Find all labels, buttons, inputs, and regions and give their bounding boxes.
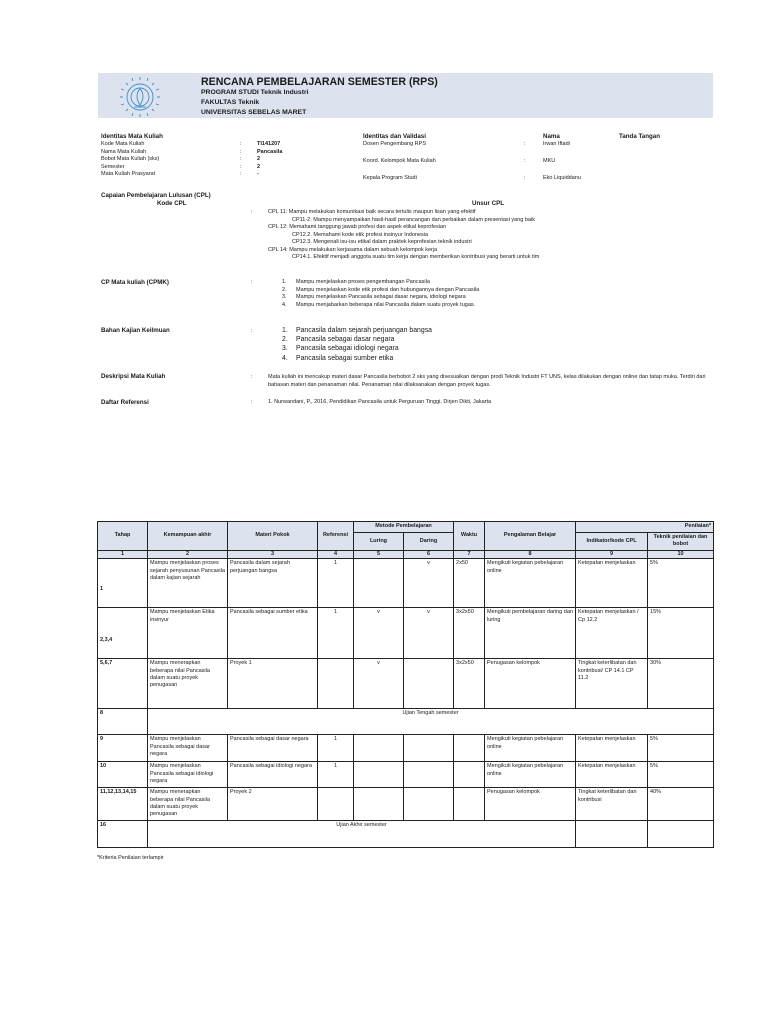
cpl-separator: :	[251, 209, 253, 215]
column-number: 1	[98, 550, 148, 558]
list-item: 1. Pancasila dalam sejarah perjuangan bangsa	[282, 327, 432, 334]
cell-indikator: Tingkat keterlibatan dan kontribusi/ CP 14.1 CP 11.2	[576, 659, 648, 709]
course-prerequisite: -	[257, 171, 259, 177]
column-number-row	[98, 550, 714, 558]
cell-luring: v	[354, 608, 404, 659]
cell-pengalaman: Mengikuti kegiatan pebelajaran online	[485, 735, 576, 762]
header-penilaian: Penilaian*	[576, 522, 714, 533]
validation-separator: :	[524, 175, 526, 181]
cpl-line: CP11-2. Mampu menyampaikan hasil-hasil perancangan dan perbaikan dalam presentasi yang baik	[292, 216, 535, 223]
identity-separator: :	[240, 148, 242, 155]
header-kemampuan: Kemampuan akhir	[148, 522, 228, 551]
cell-referensi: 1	[318, 762, 354, 788]
cell-kemampuan: Mampu menjelaskan Pancasila sebagai idiologi negara	[148, 762, 228, 788]
deskripsi-label: Deskripsi Mata Kuliah	[101, 373, 166, 380]
course-name: Pancasila	[257, 148, 283, 155]
cell-bobot: 5%	[648, 735, 714, 762]
cell-tahap: 10	[98, 762, 148, 788]
cell-kemampuan: Mampu menerapkan beberapa nilai Pancasila dalam suatu proyek penugasan	[148, 659, 228, 709]
cell-waktu	[454, 788, 485, 821]
identity-label: Bobot Mata Kuliah (sks)	[101, 156, 160, 162]
header-referensi: Referensi	[318, 522, 354, 551]
validation-person: MKU	[543, 158, 556, 164]
footnote: *Kriteria Penilaian terlampir	[97, 855, 164, 861]
validation-separator: :	[524, 141, 526, 147]
cell-bobot: 5%	[648, 559, 714, 608]
cell-tahap: 5,6,7	[98, 659, 148, 709]
cell-daring	[404, 735, 454, 762]
cell-kemampuan: Mampu menjelaskan proses sejarah penyusunan Pancasila dalam kajian sejarah	[148, 559, 228, 608]
university-logo	[118, 75, 162, 119]
cpl-line: CP12.2. Memahami kode etik profesi insinyur Indonesia	[292, 231, 429, 238]
cpl-unsur-heading: Unsur CPL	[472, 200, 504, 207]
cell-materi: Proyek 2	[228, 788, 318, 821]
cpmk-list	[282, 279, 479, 309]
cell-daring: v	[404, 608, 454, 659]
cell-bobot: 5%	[648, 762, 714, 788]
cell-pengalaman: Mengikuti pembelajaran daring dan luring	[485, 608, 576, 659]
faculty-name: FAKULTAS Teknik	[201, 99, 260, 106]
cell-indikator: Tingkat keterlibatan dan kontribusi	[576, 788, 648, 821]
header-pengalaman: Pengalaman Belajar	[485, 522, 576, 551]
validation-separator: :	[524, 158, 526, 164]
header-indikator: Indikator/kode CPL	[576, 533, 648, 551]
cell-luring	[354, 735, 404, 762]
course-code: TI141207	[257, 141, 281, 147]
uts-label: Ujian Tengah semester	[148, 709, 714, 735]
list-item: 2. Pancasila sebagai dasar negara	[282, 336, 395, 344]
column-number: 10	[648, 550, 714, 558]
list-item: 1. Mampu menjelaskan proses pengembangan Pancasila	[282, 279, 430, 285]
cell-pengalaman: Mengikuti kegiatan pebelajaran online	[485, 559, 576, 608]
cell-tahap: 2,3,4	[98, 608, 148, 659]
cell-tahap: 8	[98, 709, 148, 735]
cell-referensi: 1	[318, 608, 354, 659]
cell-luring	[354, 788, 404, 821]
cell-waktu: 3x2x50	[454, 608, 485, 659]
table-row-uas	[98, 821, 714, 848]
column-number: 4	[318, 550, 354, 558]
bahan-list	[282, 326, 432, 363]
cell-indikator: Ketepatan menjelaskan	[576, 735, 648, 762]
table-row	[98, 659, 714, 709]
cell-referensi: 1	[318, 735, 354, 762]
cell-daring	[404, 659, 454, 709]
validation-role: Koord. Kelompok Mata Kuliah	[363, 158, 436, 164]
table-row	[98, 762, 714, 788]
cell-bobot: 40%	[648, 788, 714, 821]
cell-indikator: Ketepatan menjelaskan	[576, 559, 648, 608]
identity-label: Kode Mata Kuliah	[101, 141, 145, 147]
cell-materi: Pancasila sebagai dasar negara	[228, 735, 318, 762]
identity-separator: :	[240, 171, 242, 177]
cell-waktu	[454, 762, 485, 788]
cell-materi: Pancasila sebagai sumber etika	[228, 608, 318, 659]
column-number: 7	[454, 550, 485, 558]
cpl-line: CPL 14: Mampu melakukan kerjasama dalam sebuah kelompok kerja	[268, 246, 438, 253]
cell-bobot	[648, 821, 714, 848]
cell-indikator: Ketepatan menjelaskan / Cp 12.2	[576, 608, 648, 659]
identity-separator: :	[240, 163, 242, 170]
column-number: 2	[148, 550, 228, 558]
header-luring: Luring	[354, 533, 404, 551]
header-materi: Materi Pokok	[228, 522, 318, 551]
cell-tahap: 1	[98, 559, 148, 608]
deskripsi-separator: :	[251, 374, 253, 380]
deskripsi-text: Mata kuliah ini mencakup materi dasar Pancasila berbobot 2 sks yang disesuaikan dengan prodi Teknik Industri FT UNS, kelas dilakukan dengan online dan tatap muka. Terdiri dari bahasan materi dan penanaman nilai. Penanaman nilai dilaksanakan dengan proyek tugas.	[268, 374, 706, 388]
column-number: 9	[576, 550, 648, 558]
referensi-text: 1. Nurwandani, P., 2016, Pendidikan Pancasila untuk Perguruan Tinggi, Dirjen Dikti, Jakarta	[268, 399, 492, 405]
cpl-code-heading: Kode CPL	[157, 200, 187, 207]
header-waktu: Waktu	[454, 522, 485, 551]
validation-name-heading: Nama	[543, 133, 560, 140]
cell-indikator: Ketepatan menjelaskan	[576, 762, 648, 788]
cell-tahap: 11,12,13,14,15	[98, 788, 148, 821]
validation-person: Eko Liquiddanu	[543, 175, 581, 181]
cell-luring	[354, 559, 404, 608]
table-row	[98, 559, 714, 608]
bahan-label: Bahan Kajian Keilmuan	[101, 327, 170, 334]
column-number: 3	[228, 550, 318, 558]
cell-kemampuan: Mampu menjelaskan Etika insinyur	[148, 608, 228, 659]
table-row	[98, 788, 714, 821]
list-item: 4. Mampu menjabarkan beberapa nilai Pancasila dalam suatu proyek tugas.	[282, 301, 476, 308]
list-item: 4. Pancasila sebagai sumber etika	[282, 354, 394, 362]
cell-pengalaman: Mengikuti kegiatan pebelajaran online	[485, 762, 576, 788]
identity-label: Semester	[101, 163, 125, 170]
validation-person: Irwan Iftadi	[543, 141, 570, 147]
cell-pengalaman: Penugasan kelompok	[485, 659, 576, 709]
column-number: 6	[404, 550, 454, 558]
list-item: 2. Mampu menjelaskan kode etik profesi dan hubungannya dengan Pancasila	[282, 286, 480, 293]
cell-luring	[354, 762, 404, 788]
header-tahap: Tahap	[98, 522, 148, 551]
course-credits: 2	[257, 156, 261, 162]
cell-kemampuan: Mampu menjelaskan Pancasila sebagai dasar negara	[148, 735, 228, 762]
cell-materi: Pancasila sebagai idiologi negara	[228, 762, 318, 788]
cpl-line: CPL 11: Mampu melakukan komunikasi baik secara tertulis maupun lisan yang efektif	[268, 209, 476, 215]
validation-role: Kepala Program Studi	[363, 175, 417, 181]
cell-referensi: 1	[318, 559, 354, 608]
rps-table	[97, 521, 714, 848]
referensi-separator: :	[251, 399, 253, 405]
bahan-separator: :	[251, 328, 253, 334]
cell-bobot: 30%	[648, 659, 714, 709]
cell-tahap: 16	[98, 821, 148, 848]
cell-tahap: 9	[98, 735, 148, 762]
cell-pengalaman: Penugasan kelompok	[485, 788, 576, 821]
validation-role: Dosen Pengembang RPS	[363, 141, 426, 147]
cell-indikator	[576, 821, 648, 848]
identity-separator: :	[240, 156, 242, 162]
header-metode: Metode Pembelajaran	[354, 522, 454, 533]
cpl-line: CP12.3. Mengenali isu-isu etikal dalam praktek keprofesian teknik industri	[292, 239, 472, 245]
program-name: PROGRAM STUDI Teknik Industri	[201, 89, 309, 96]
cell-waktu: 2x50	[454, 559, 485, 608]
cell-materi: Pancasila dalam sejarah perjuangan bangsa	[228, 559, 318, 608]
column-number: 8	[485, 550, 576, 558]
header-teknik: Teknik penilaian dan bobot	[648, 533, 714, 551]
identity-heading: Identitas Mata Kuliah	[101, 133, 163, 140]
cpmk-label: CP Mata kuliah (CPMK)	[101, 279, 169, 286]
cpl-heading: Capaian Pembelajaran Lulusan (CPL)	[101, 192, 211, 199]
table-row-uts	[98, 709, 714, 735]
cell-luring: v	[354, 659, 404, 709]
table-row	[98, 735, 714, 762]
university-name: UNIVERSITAS SEBELAS MARET	[201, 109, 307, 116]
cell-daring	[404, 762, 454, 788]
cpmk-separator: :	[251, 279, 253, 285]
cell-waktu	[454, 735, 485, 762]
identity-separator: :	[240, 141, 242, 147]
cell-waktu: 3x2x50	[454, 659, 485, 709]
cell-daring: v	[404, 559, 454, 608]
table-row	[98, 608, 714, 659]
course-semester: 2	[257, 163, 261, 170]
column-number: 5	[354, 550, 404, 558]
cpl-line: CPL 12: Memahami tanggung jawab profesi dan aspek etikal keprofesian	[268, 224, 447, 230]
referensi-label: Daftar Referensi	[101, 399, 149, 406]
validation-heading: Identitas dan Validasi	[363, 133, 426, 140]
cell-materi: Proyek 1	[228, 659, 318, 709]
cpl-line: CP14.1. Efektif menjadi anggota suatu tim kerja dengan memberikan kontribusi yang berarti untuk tim	[292, 254, 540, 260]
list-item: 3. Mampu menjelaskan Pancasila sebagai dasar negara, idiologi negara	[282, 294, 466, 301]
cell-daring	[404, 788, 454, 821]
list-item: 3. Pancasila sebagai idiologi negara	[282, 345, 399, 353]
cell-referensi	[318, 788, 354, 821]
header-daring: Daring	[404, 533, 454, 551]
cell-referensi	[318, 659, 354, 709]
uas-label: Ujian Akhir semester	[148, 821, 576, 848]
validation-sign-heading: Tanda Tangan	[619, 133, 661, 140]
cell-kemampuan: Mampu menerapkan beberapa nilai Pancasila dalam suatu proyek penugasan	[148, 788, 228, 821]
cell-bobot: 15%	[648, 608, 714, 659]
identity-label: Mata Kuliah Prasyarat	[101, 171, 156, 177]
identity-label: Nama Mata Kuliah	[101, 148, 147, 155]
page-title: RENCANA PEMBELAJARAN SEMESTER (RPS)	[201, 76, 438, 88]
